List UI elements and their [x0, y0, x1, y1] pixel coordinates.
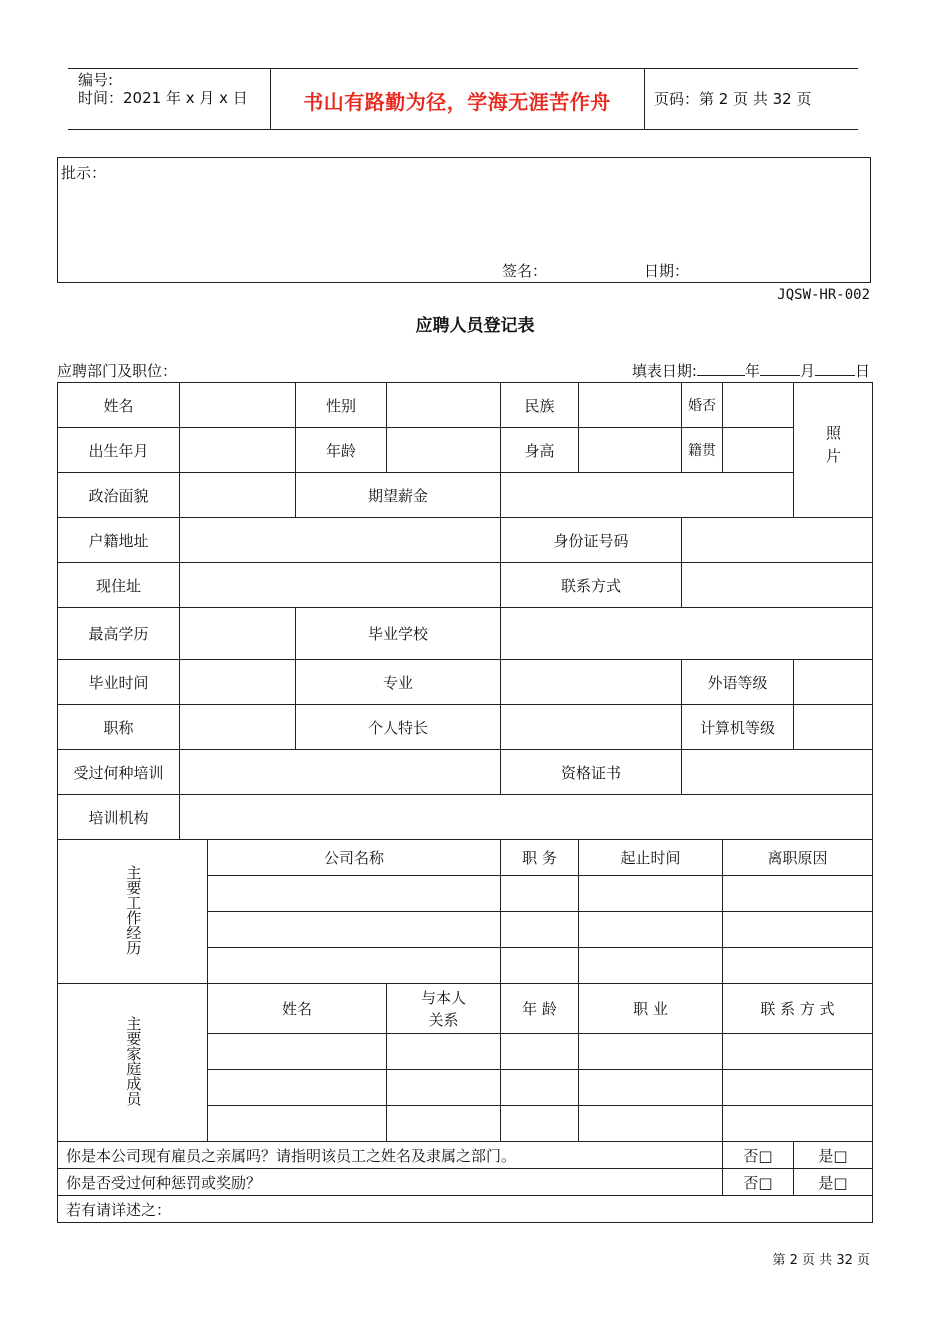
- family-row-1-age[interactable]: [501, 1034, 579, 1070]
- label-household-addr: 户籍地址: [58, 518, 180, 563]
- header-bottom-rule: [68, 129, 858, 130]
- input-school[interactable]: [501, 608, 873, 660]
- header-divider-right: [644, 68, 645, 129]
- input-specialty[interactable]: [501, 705, 682, 750]
- family-row-2-age[interactable]: [501, 1070, 579, 1106]
- label-grad-time: 毕业时间: [58, 660, 180, 705]
- question-reward: 你是否受过何种惩罚或奖励？: [58, 1169, 723, 1196]
- fill-month-label: 月: [799, 362, 815, 380]
- input-id-number[interactable]: [682, 518, 873, 563]
- family-row-2-name[interactable]: [208, 1070, 387, 1106]
- work-row-2-reason[interactable]: [723, 912, 873, 948]
- page-footer: 第 2 页 共 32 页: [772, 1253, 870, 1268]
- label-certificate: 资格证书: [501, 750, 682, 795]
- family-row-3-name[interactable]: [208, 1106, 387, 1142]
- family-row-2-contact[interactable]: [723, 1070, 873, 1106]
- input-current-addr[interactable]: [180, 563, 501, 608]
- label-political: 政治面貌: [58, 473, 180, 518]
- work-header-reason: 离职原因: [723, 840, 873, 876]
- work-history-section-label: [58, 840, 208, 984]
- work-row-3-reason[interactable]: [723, 948, 873, 984]
- label-current-addr: 现住址: [58, 563, 180, 608]
- family-row-3-age[interactable]: [501, 1106, 579, 1142]
- family-row-3-relation[interactable]: [387, 1106, 501, 1142]
- family-label: 主要家庭成员: [124, 1015, 143, 1106]
- work-history-label: 主要工作经历: [124, 864, 143, 955]
- family-row-1-contact[interactable]: [723, 1034, 873, 1070]
- label-title: 职称: [58, 705, 180, 750]
- label-specialty: 个人特长: [296, 705, 501, 750]
- label-training: 受过何种培训: [58, 750, 180, 795]
- input-training[interactable]: [180, 750, 501, 795]
- work-row-1-period[interactable]: [579, 876, 723, 912]
- instruction-box[interactable]: [57, 157, 871, 283]
- label-ethnicity: 民族: [501, 383, 579, 428]
- signature-label: 签名：: [502, 262, 548, 280]
- header-motto: 书山有路勤为径，学海无涯苦作舟: [303, 90, 611, 114]
- family-row-3-job[interactable]: [579, 1106, 723, 1142]
- input-major[interactable]: [501, 660, 682, 705]
- label-name: 姓名: [58, 383, 180, 428]
- family-header-contact: 联 系 方 式: [723, 984, 873, 1034]
- input-contact[interactable]: [682, 563, 873, 608]
- input-ethnicity[interactable]: [579, 383, 682, 428]
- label-contact: 联系方式: [501, 563, 682, 608]
- work-row-2-period[interactable]: [579, 912, 723, 948]
- instruction-label: 批示：: [61, 164, 107, 182]
- registration-form-table: [57, 382, 873, 1223]
- input-computer[interactable]: [794, 705, 873, 750]
- input-certificate[interactable]: [682, 750, 873, 795]
- work-row-2-company[interactable]: [208, 912, 501, 948]
- work-row-1-reason[interactable]: [723, 876, 873, 912]
- question-relative-no[interactable]: 否□: [723, 1142, 794, 1169]
- work-row-1-position[interactable]: [501, 876, 579, 912]
- work-header-company: 公司名称: [208, 840, 501, 876]
- fill-month-blank[interactable]: [760, 361, 800, 376]
- question-reward-no[interactable]: 否□: [723, 1169, 794, 1196]
- family-row-2-job[interactable]: [579, 1070, 723, 1106]
- label-education: 最高学历: [58, 608, 180, 660]
- label-school: 毕业学校: [296, 608, 501, 660]
- work-row-3-position[interactable]: [501, 948, 579, 984]
- header-top-rule: [68, 68, 858, 69]
- work-header-period: 起止时间: [579, 840, 723, 876]
- work-header-position: 职 务: [501, 840, 579, 876]
- family-header-relation-text: 与本人关系: [421, 988, 467, 1029]
- label-age: 年龄: [296, 428, 387, 473]
- fill-year-label: 年: [744, 362, 760, 380]
- family-section-label: [58, 984, 208, 1142]
- input-birth[interactable]: [180, 428, 296, 473]
- header-page-info: 页码：第 2 页 共 32 页: [654, 90, 812, 108]
- family-header-job: 职 业: [579, 984, 723, 1034]
- family-row-1-name[interactable]: [208, 1034, 387, 1070]
- fill-date-label: 填表日期:: [631, 362, 697, 380]
- input-household-addr[interactable]: [180, 518, 501, 563]
- label-id-number: 身份证号码: [501, 518, 682, 563]
- work-row-3-company[interactable]: [208, 948, 501, 984]
- label-height: 身高: [501, 428, 579, 473]
- question-relative-yes[interactable]: 是□: [794, 1142, 873, 1169]
- family-header-name: 姓名: [208, 984, 387, 1034]
- question-relative: 你是本公司现有雇员之亲属吗？请指明该员工之姓名及隶属之部门。: [58, 1142, 723, 1169]
- label-native-place: 籍贯: [682, 428, 723, 473]
- input-age[interactable]: [387, 428, 501, 473]
- form-code: JQSW-HR-002: [777, 287, 870, 303]
- photo-cell[interactable]: [794, 383, 873, 518]
- photo-label: 照片: [824, 425, 843, 471]
- input-foreign-lang[interactable]: [794, 660, 873, 705]
- input-name[interactable]: [180, 383, 296, 428]
- input-marital[interactable]: [723, 383, 794, 428]
- input-salary[interactable]: [501, 473, 794, 518]
- family-row-2-relation[interactable]: [387, 1070, 501, 1106]
- question-reward-yes[interactable]: 是□: [794, 1169, 873, 1196]
- label-training-org: 培训机构: [58, 795, 180, 840]
- input-political[interactable]: [180, 473, 296, 518]
- dept-label: 应聘部门及职位：: [57, 362, 178, 380]
- label-major: 专业: [296, 660, 501, 705]
- label-salary: 期望薪金: [296, 473, 501, 518]
- work-row-3-period[interactable]: [579, 948, 723, 984]
- input-native-place[interactable]: [723, 428, 794, 473]
- details-label[interactable]: 若有请详述之：: [58, 1196, 873, 1223]
- input-education[interactable]: [180, 608, 296, 660]
- family-row-1-job[interactable]: [579, 1034, 723, 1070]
- family-row-1-relation[interactable]: [387, 1034, 501, 1070]
- fill-day-label: 日: [854, 362, 870, 380]
- label-marital: 婚否: [682, 383, 723, 428]
- input-grad-time[interactable]: [180, 660, 296, 705]
- header-number-label: 编号:: [78, 71, 114, 89]
- fill-year-blank[interactable]: [697, 361, 745, 376]
- header-time-label: 时间：2021 年 x 月 x 日: [78, 89, 248, 107]
- date-label: 日期：: [644, 262, 690, 280]
- family-header-age: 年 龄: [501, 984, 579, 1034]
- family-row-3-contact[interactable]: [723, 1106, 873, 1142]
- label-gender: 性别: [296, 383, 387, 428]
- label-foreign-lang: 外语等级: [682, 660, 794, 705]
- label-birth: 出生年月: [58, 428, 180, 473]
- input-gender[interactable]: [387, 383, 501, 428]
- work-row-2-position[interactable]: [501, 912, 579, 948]
- fill-date: [632, 360, 870, 381]
- family-header-relation: [387, 984, 501, 1034]
- fill-day-blank[interactable]: [815, 361, 855, 376]
- input-height[interactable]: [579, 428, 682, 473]
- form-title: 应聘人员登记表: [415, 316, 535, 336]
- input-training-org[interactable]: [180, 795, 873, 840]
- work-row-1-company[interactable]: [208, 876, 501, 912]
- label-computer: 计算机等级: [682, 705, 794, 750]
- input-title[interactable]: [180, 705, 296, 750]
